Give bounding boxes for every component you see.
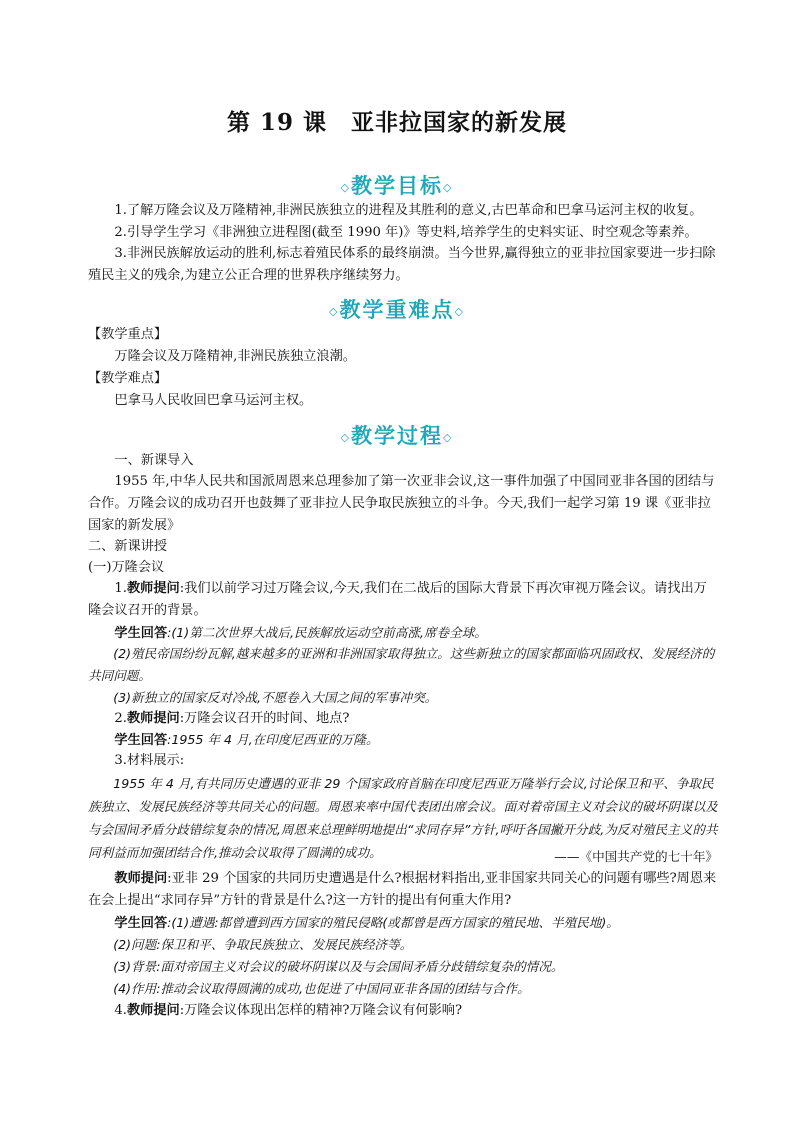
teacher-question-2: 2.教师提问:万隆会议召开的时间、地点?	[114, 711, 350, 726]
student-answer-2: 学生回答:1955 年 4 月,在印度尼西亚的万隆。	[114, 732, 379, 748]
key-focus-label: 【教学重点】	[88, 327, 168, 342]
student-answer-3d: (4)作用:推动会议取得圆满的成功,也促进了中国同亚非各国的团结与合作。	[113, 981, 530, 996]
teacher-question-3: 教师提问:亚非 29 个国家的共同历史遭遇是什么?根据材料指出,亚非国家共同关心的问题有哪些?周恩来在会上提出“求同存异”方针的背景是什么?这一方针的提出有何重大作用?	[88, 871, 717, 908]
teacher-question-4: 4.教师提问:万隆会议体现出怎样的精神?万隆会议有何影响?	[114, 1003, 463, 1018]
goal-item: 1.了解万隆会议及万隆精神,非洲民族独立的进程及其胜利的意义,古巴革命和巴拿马运河主权的收复。	[114, 203, 703, 218]
part2-heading: 二、新课讲授	[88, 539, 168, 554]
sub1-heading: (一)万隆会议	[88, 560, 165, 575]
diamond-icon: ◇	[443, 181, 454, 194]
goal-item: 3.非洲民族解放运动的胜利,标志着殖民体系的最终崩溃。当今世界,赢得独立的亚非拉国家要进一步扫除殖民主义的残余,为建立公正合理的世界秩序继续努力。	[88, 246, 716, 283]
student-answer-1: 学生回答:(1)第二次世界大战后,民族解放运动空前高涨,席卷全球。	[114, 625, 487, 641]
goal-item: 2.引导学生学习《非洲独立进程图(截至 1990 年)》等史料,培养学生的史料实证、时空观念等素养。	[114, 225, 698, 240]
diamond-icon: ◇	[340, 431, 351, 444]
section-heading-goals: ◇教学目标◇	[340, 173, 454, 198]
key-focus-text: 万隆会议及万隆精神,非洲民族独立浪潮。	[114, 349, 356, 364]
diamond-icon: ◇	[454, 305, 465, 318]
quote-source: ——《中国共产党的七十年》	[554, 849, 718, 864]
teacher-question-1: 1.教师提问:我们以前学习过万隆会议,今天,我们在二战后的国际大背景下再次审视万隆会议。请找出万隆会议召开的背景。	[88, 581, 707, 618]
student-answer-1b: (2)殖民帝国纷纷瓦解,越来越多的亚洲和非洲国家取得独立。这些新独立的国家都面临巩固政权、发展经济的共同问题。	[88, 646, 715, 683]
section-heading-key-points: ◇教学重难点◇	[329, 297, 465, 322]
material-label: 3.材料展示:	[114, 753, 185, 768]
diamond-icon: ◇	[329, 305, 340, 318]
section-heading-process: ◇教学过程◇	[340, 423, 454, 448]
key-difficulty-label: 【教学难点】	[88, 371, 168, 386]
material-quote: 1955 年 4 月,有共同历史遭遇的亚非 29 个国家政府首脑在印度尼西亚万隆举行会议,讨论保卫和平、争取民族独立、发展民族经济等共同关心的问题。周恩来率中国代表团出席会议。面对着帝国主义对会议的破坏阴谋以及与会国间矛盾分歧错综复杂的情况,周恩来总理鲜明地提出“求同存异”方针,呼吁各国撇开分歧,为反对殖民主义的共同利益而加强团结合作,推动会议取得了圆满的成功。	[88, 776, 718, 860]
key-difficulty-text: 巴拿马人民收回巴拿马运河主权。	[114, 393, 313, 408]
student-answer-1c: (3)新独立的国家反对冷战,不愿卷入大国之间的军事冲突。	[113, 690, 438, 705]
diamond-icon: ◇	[443, 431, 454, 444]
student-answer-3: 学生回答:(1)遭遇:都曾遭到西方国家的殖民侵略(或都曾是西方国家的殖民地、半殖民地)。	[114, 915, 619, 931]
student-answer-3c: (3)背景:面对帝国主义对会议的破坏阴谋以及与会国间矛盾分歧错综复杂的情况。	[113, 959, 564, 974]
part1-text: 1955 年,中华人民共和国派周恩来总理参加了第一次亚非会议,这一事件加强了中国同亚非各国的团结与合作。万隆会议的成功召开也鼓舞了亚非拉人民争取民族独立的斗争。今天,我们一起学习第 19 课《亚非拉国家的新发展》	[88, 474, 715, 533]
page-title: 第 19 课 亚非拉国家的新发展	[226, 109, 568, 136]
part1-heading: 一、新课导入	[114, 453, 194, 468]
diamond-icon: ◇	[340, 181, 351, 194]
student-answer-3b: (2)问题:保卫和平、争取民族独立、发展民族经济等。	[113, 937, 413, 952]
